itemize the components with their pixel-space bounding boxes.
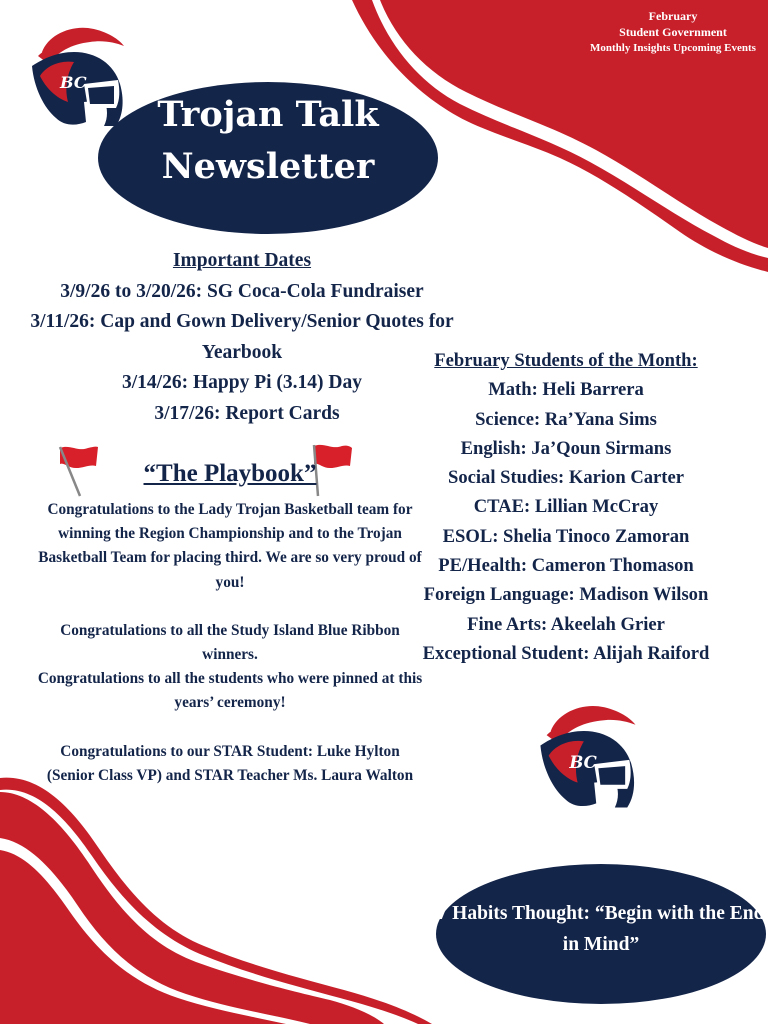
student-item: English: Ja’Qoun Sirmans [460, 437, 672, 459]
student-item: Fine Arts: Akeelah Grier [467, 613, 665, 635]
playbook-paragraph: Congratulations to all the Study Island Blue Ribbon winners. [60, 621, 400, 664]
playbook-heading: “The Playbook” [143, 460, 317, 487]
header-month: February [648, 9, 698, 23]
student-item: CTAE: Lillian McCray [473, 496, 659, 518]
student-item: ESOL: Shelia Tinoco Zamoran [442, 525, 690, 547]
flag-icon [54, 442, 104, 498]
student-item: Social Studies: Karion Carter [447, 467, 685, 489]
helmet-monogram-top: BC [60, 73, 87, 92]
playbook-paragraph: Congratulations to our STAR Student: Luke Hylton (Senior Class VP) and STAR Teacher Ms. Laura Walton [46, 742, 414, 784]
students-of-month [396, 346, 736, 668]
title-oval [98, 82, 438, 234]
important-dates-heading: Important Dates [172, 250, 312, 271]
playbook-paragraph: Congratulations to the Lady Trojan Basketball team for winning the Region Championship and to the Trojan Basketball Team for placing third. We are so very proud of you! [38, 501, 422, 591]
date-item: 3/17/26: Report Cards [154, 402, 340, 424]
playbook-paragraph: Congratulations to all the students who were pinned at this years’ ceremony! [37, 670, 423, 712]
date-item: 3/14/26: Happy Pi (3.14) Day [122, 372, 362, 393]
title-line1: Trojan Talk [157, 94, 379, 135]
habits-oval [436, 864, 766, 1004]
student-item: PE/Health: Cameron Thomason [438, 555, 694, 577]
student-item: Math: Heli Barrera [488, 379, 644, 401]
student-item: Foreign Language: Madison Wilson [423, 584, 709, 606]
header-org: Student Government [619, 25, 727, 39]
helmet-monogram-bottom: BC [569, 752, 597, 773]
student-item: Science: Ra’Yana Sims [475, 408, 657, 430]
habits-text: 7 Habits Thought: “Begin with the End in Mind” [437, 903, 765, 955]
playbook-body [34, 498, 426, 788]
student-item: Exceptional Student: Alijah Raiford [422, 642, 710, 664]
trojan-helmet-logo-bottom [530, 700, 648, 824]
header-block [588, 8, 758, 56]
date-item: 3/9/26 to 3/20/26: SG Coca-Cola Fundraiser [60, 280, 424, 302]
students-heading: February Students of the Month: [434, 350, 698, 371]
header-subtitle: Monthly Insights Upcoming Events [590, 42, 756, 54]
date-item: 3/11/26: Cap and Gown Delivery/Senior Quotes for Yearbook [30, 311, 454, 363]
title-line2: Newsletter [161, 146, 375, 187]
